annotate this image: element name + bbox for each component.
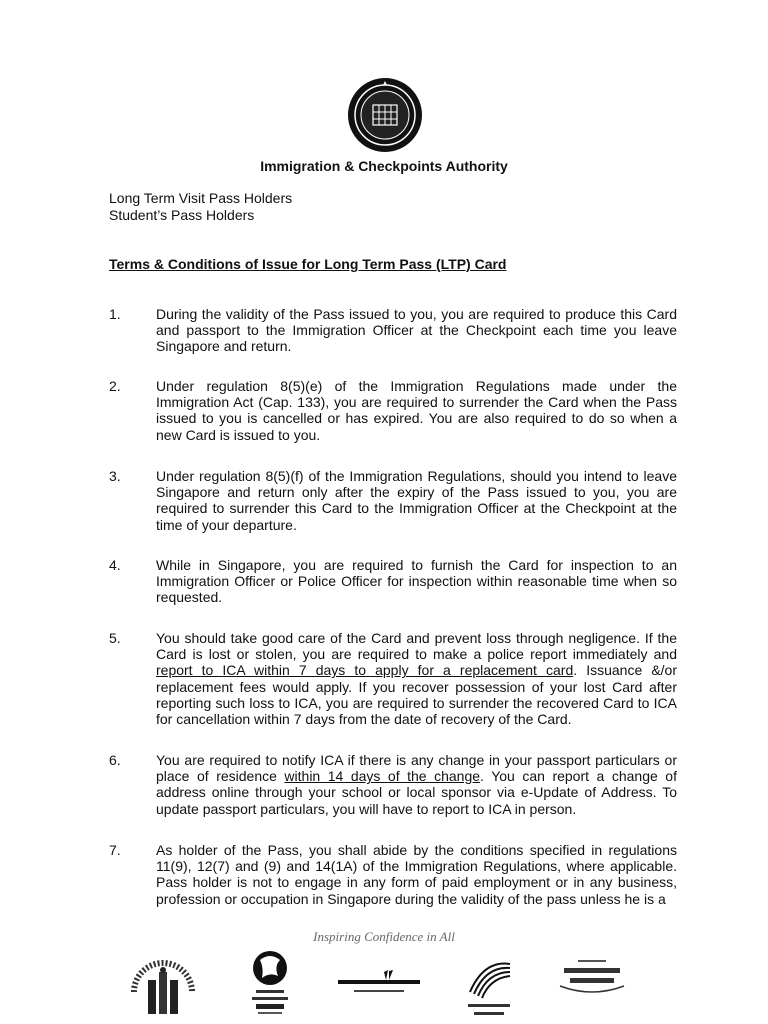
term-number: 2. [109,378,121,394]
audience-list [109,190,292,224]
term-number: 6. [109,752,121,768]
term-text: As holder of the Pass, you shall abide by the conditions specified in regulations 11(9), 12(7) and (9) and 14(1A) of the Immigration Regulations, where applicable. Pass holder is not to engage in any form of paid employment or in any business, profession or occupation in Singapore during the validity of the pass unless he is a [156,842,677,907]
term-text-part: You should take good care of the Card and prevent loss through negligence. If the Card is lost or stolen, you are required to make a police report immediately and [156,630,677,663]
term-text [156,752,677,817]
singapore-quality-award-logo [244,948,296,1020]
term-item-6 [109,752,677,817]
people-developer-logo [336,968,422,998]
term-item-7 [109,842,677,907]
terms-heading: Terms & Conditions of Issue for Long Term Pass (LTP) Card [109,256,507,272]
term-item-3 [109,468,677,533]
underlined-requirement: report to ICA within 7 days to apply for a replacement card [156,662,574,679]
term-item-2 [109,378,677,443]
term-number: 5. [109,630,121,646]
term-item-4 [109,557,677,606]
term-text: Under regulation 8(5)(e) of the Immigration Regulations made under the Immigration Act (Cap. 133), you are required to surrender the Card when the Pass issued to you is cancelled or has expired. You are also required to do so when a new Card is issued to you. [156,378,677,443]
ministry-of-home-affairs-logo [128,950,198,1020]
term-text-part: . Issuance &/or replacement fees would apply. If you recover possession of your lost Card after reporting such loss to ICA, you are required to surrender the recovered Card to ICA for cancellation within 7 days from the date of recovery of the Card. [156,662,678,728]
term-number: 7. [109,842,121,858]
innovation-class-logo [460,958,518,1020]
term-item-1 [109,306,677,355]
term-text [156,630,677,727]
term-text: While in Singapore, you are required to furnish the Card for inspection to an Immigration Officer or Police Officer for inspection within reasonable time when so requested. [156,557,677,606]
term-text-part: You are required to notify ICA if there is any change in your passport particulars or place of residence [156,752,677,785]
term-number: 3. [109,468,121,484]
underlined-requirement: within 14 days of the change [284,768,481,785]
term-text: During the validity of the Pass issued to you, you are required to produce this Card and passport to the Immigration Officer at the Checkpoint each time you leave Singapore and return. [156,306,677,355]
footer-tagline: Inspiring Confidence in All [313,929,455,944]
audience-line: Student’s Pass Holders [109,207,255,223]
term-text-part: . You can report a change of address online through your school or local sponsor via e-Update of Address. To update passport particulars, you will have to report to ICA in person. [156,768,677,817]
term-number: 4. [109,557,121,573]
authority-title: Immigration & Checkpoints Authority [260,158,508,174]
term-item-5 [109,630,677,727]
service-class-logo [554,958,630,998]
term-text: Under regulation 8(5)(f) of the Immigration Regulations, should you intend to leave Singapore and return only after the expiry of the Pass issued to you, you are required to surrender this Card to the Immigration Officer at the Checkpoint at the time of your departure. [156,468,677,533]
audience-line: Long Term Visit Pass Holders [109,190,293,206]
ica-crest-icon [345,75,425,155]
term-number: 1. [109,306,121,322]
